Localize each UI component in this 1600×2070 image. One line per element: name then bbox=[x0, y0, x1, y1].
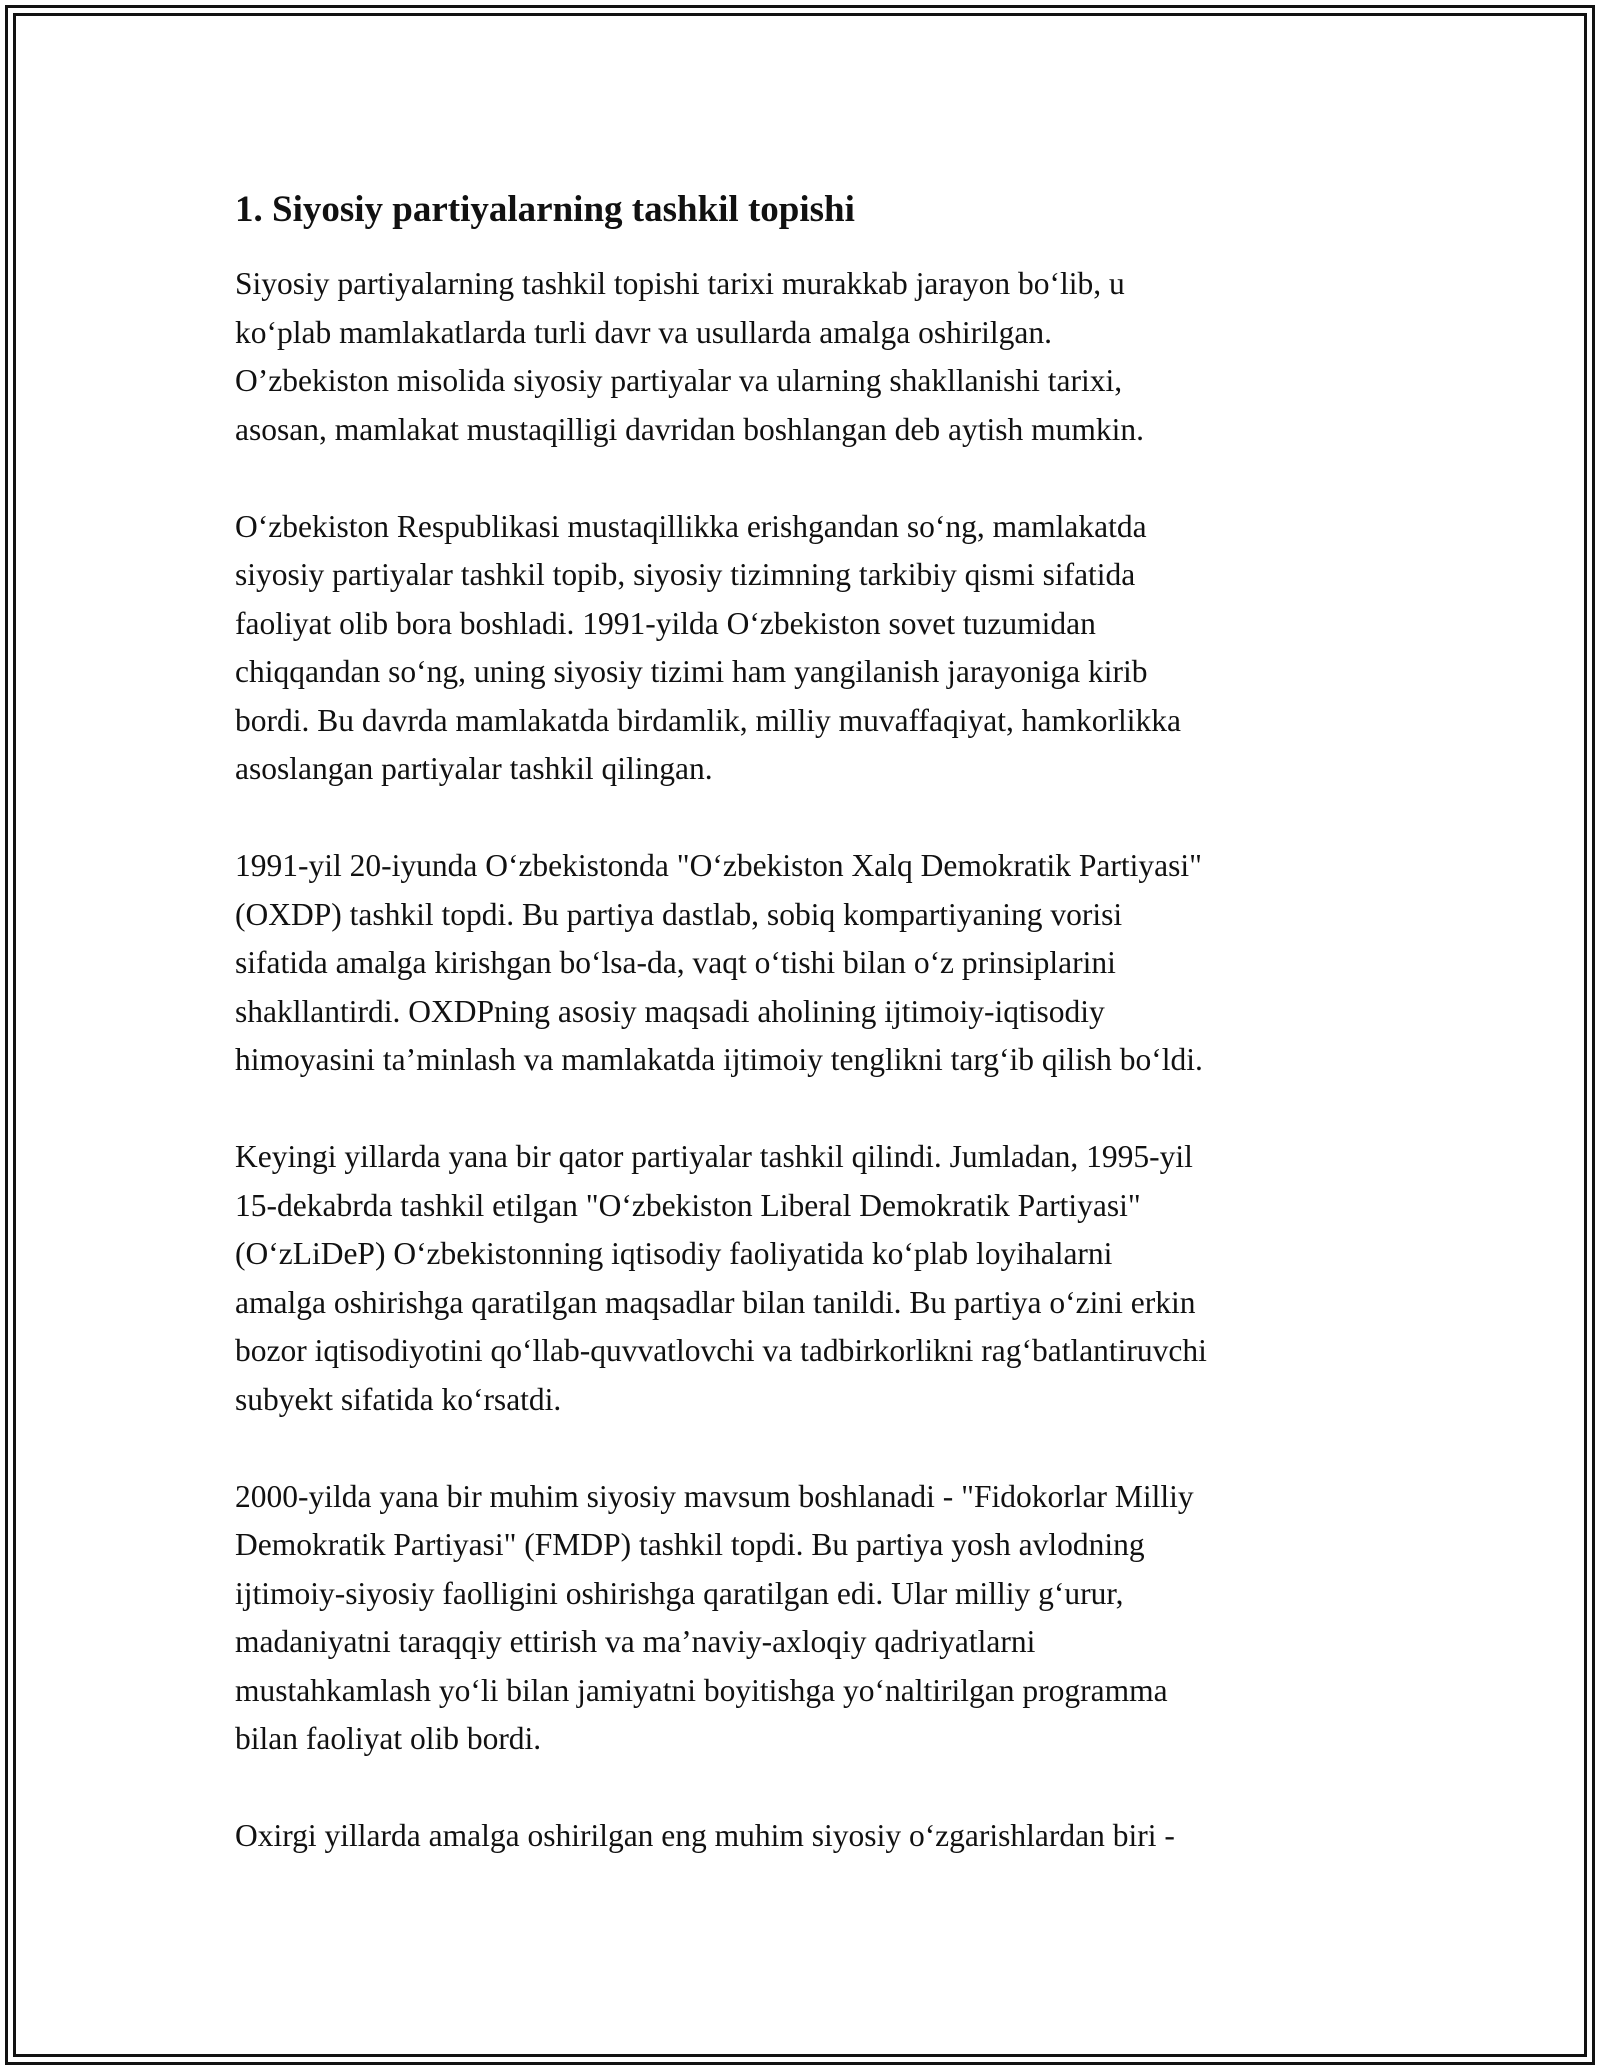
paragraph-line: Siyosiy partiyalarning tashkil topishi tarixi murakkab jarayon bo‘lib, u bbox=[235, 266, 1125, 301]
paragraph-line: shakllantirdi. OXDPning asosiy maqsadi aholining ijtimoiy-iqtisodiy bbox=[235, 993, 1105, 1029]
paragraph-line: subyekt sifatida ko‘rsatdi. bbox=[235, 1381, 562, 1417]
paragraph-line: sifatida amalga kirishgan bo‘lsa-da, vaqt o‘tishi bilan o‘z prinsiplarini bbox=[235, 945, 1116, 980]
paragraph-list bbox=[235, 260, 1375, 1861]
paragraph-line: bordi. Bu davrda mamlakatda birdamlik, milliy muvaffaqiyat, hamkorlikka bbox=[235, 702, 1181, 738]
paragraph-line: Keyingi yillarda yana bir qator partiyalar tashkil qilindi. Jumladan, 1995-yil bbox=[235, 1139, 1193, 1174]
paragraph-line: 15-dekabrda tashkil etilgan "O‘zbekiston Liberal Demokratik Partiyasi" bbox=[235, 1187, 1141, 1223]
paragraph bbox=[235, 260, 1375, 454]
paragraph-line: asosan, mamlakat mustaqilligi davridan boshlangan deb aytish mumkin. bbox=[235, 411, 1144, 447]
paragraph-line: ko‘plab mamlakatlarda turli davr va usullarda amalga oshirilgan. bbox=[235, 314, 1052, 350]
paragraph-line: faoliyat olib bora boshladi. 1991-yilda O‘zbekiston sovet tuzumidan bbox=[235, 605, 1096, 641]
document-body bbox=[235, 186, 1375, 1909]
paragraph bbox=[235, 1812, 1375, 1861]
paragraph-line: bozor iqtisodiyotini qo‘llab-quvvatlovchi va tadbirkorlikni rag‘batlantiruvchi bbox=[235, 1333, 1207, 1368]
paragraph-line: (O‘zLiDeP) O‘zbekistonning iqtisodiy faoliyatida ko‘plab loyihalarni bbox=[235, 1236, 1113, 1271]
paragraph-line: Demokratik Partiyasi" (FMDP) tashkil topdi. Bu partiya yosh avlodning bbox=[235, 1527, 1145, 1562]
paragraph-line: siyosiy partiyalar tashkil topib, siyosiy tizimning tarkibiy qismi sifatida bbox=[235, 557, 1136, 592]
paragraph-line: (OXDP) tashkil topdi. Bu partiya dastlab, sobiq kompartiyaning vorisi bbox=[235, 896, 1123, 932]
paragraph-line: Oxirgi yillarda amalga oshirilgan eng muhim siyosiy o‘zgarishlardan biri - bbox=[235, 1818, 1175, 1853]
paragraph-line: ijtimoiy-siyosiy faolligini oshirishga qaratilgan edi. Ular milliy g‘urur, bbox=[235, 1575, 1124, 1611]
paragraph-line: asoslangan partiyalar tashkil qilingan. bbox=[235, 751, 713, 786]
paragraph-line: himoyasini ta’minlash va mamlakatda ijtimoiy tenglikni targ‘ib qilish bo‘ldi. bbox=[235, 1042, 1203, 1077]
paragraph-line: madaniyatni taraqqiy ettirish va ma’naviy-axloqiy qadriyatlarni bbox=[235, 1624, 1036, 1659]
paragraph-line: O‘zbekiston Respublikasi mustaqillikka erishgandan so‘ng, mamlakatda bbox=[235, 508, 1147, 544]
section-heading: 1. Siyosiy partiyalarning tashkil topishi bbox=[235, 189, 855, 230]
paragraph-line: amalga oshirishga qaratilgan maqsadlar bilan tanildi. Bu partiya o‘zini erkin bbox=[235, 1284, 1196, 1320]
paragraph-line: bilan faoliyat olib bordi. bbox=[235, 1721, 542, 1756]
paragraph bbox=[235, 503, 1375, 794]
paragraph-line: chiqqandan so‘ng, uning siyosiy tizimi ham yangilanish jarayoniga kirib bbox=[235, 654, 1148, 689]
paragraph-line: mustahkamlash yo‘li bilan jamiyatni boyitishga yo‘naltirilgan programma bbox=[235, 1672, 1168, 1708]
paragraph-line: 1991-yil 20-iyunda O‘zbekistonda "O‘zbekiston Xalq Demokratik Partiyasi" bbox=[235, 848, 1203, 883]
paragraph-line: 2000-yilda yana bir muhim siyosiy mavsum boshlanadi - "Fidokorlar Milliy bbox=[235, 1478, 1194, 1514]
paragraph bbox=[235, 842, 1375, 1085]
paragraph-line: O’zbekiston misolida siyosiy partiyalar va ularning shakllanishi tarixi, bbox=[235, 363, 1123, 398]
paragraph bbox=[235, 1473, 1375, 1764]
paragraph bbox=[235, 1133, 1375, 1424]
